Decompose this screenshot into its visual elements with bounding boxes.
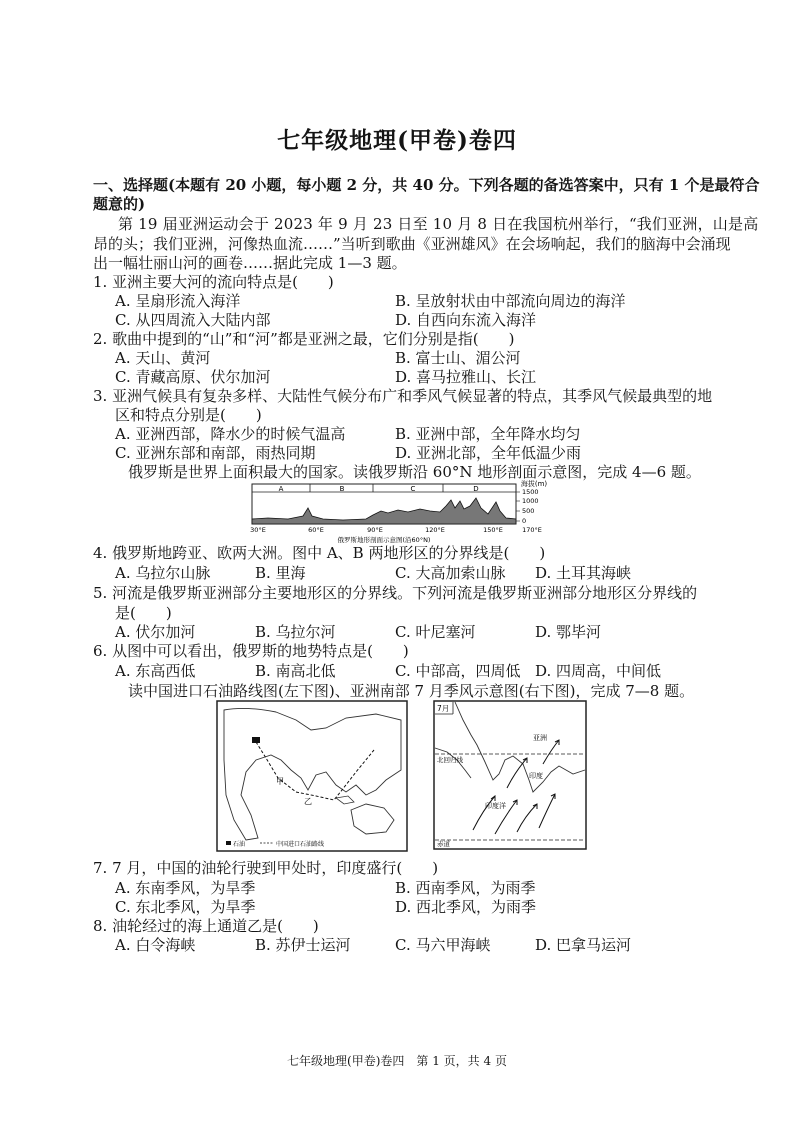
question-6-stem: 6. 从图中可以看出，俄罗斯的地势特点是( ): [93, 642, 409, 660]
section-header-cont: 题意的): [93, 195, 146, 213]
question-6-option-a: A. 东高西低: [115, 662, 196, 680]
question-3-stem-cont: 区和特点分别是( ): [115, 406, 262, 424]
question-7-option-b: B. 西南季风，为雨季: [395, 879, 536, 897]
question-6-option-b: B. 南高北低: [255, 662, 336, 680]
question-5-stem: 5. 河流是俄罗斯亚洲部分主要地形区的分界线。下列河流是俄罗斯亚洲部分地形区分界线的: [93, 584, 698, 602]
region-d-label: D: [473, 485, 479, 493]
profile-caption: 俄罗斯地形剖面示意图(沿60°N): [337, 536, 431, 544]
question-8-option-c: C. 马六甲海峡: [395, 936, 491, 954]
question-1-option-d: D. 自西向东流入海洋: [395, 311, 537, 329]
question-1-stem: 1. 亚洲主要大河的流向特点是( ): [93, 273, 334, 291]
monsoon-map: [433, 700, 587, 850]
question-6-option-d: D. 四周高，中间低: [535, 662, 662, 680]
section-header: 一、选择题(本题有 20 小题，每小题 2 分，共 40 分。下列各题的备选答案中，只有 1 个是最符合: [93, 176, 760, 194]
question-4-option-b: B. 里海: [255, 564, 306, 582]
oil-route-map: [216, 700, 408, 852]
region-a-label: A: [278, 485, 284, 493]
question-7-stem: 7. 7 月，中国的油轮行驶到甲处时，印度盛行( ): [93, 859, 439, 877]
question-8-option-b: B. 苏伊士运河: [255, 936, 351, 954]
question-3-option-d: D. 亚洲北部，全年低温少雨: [395, 444, 582, 462]
question-8-option-a: A. 白令海峡: [115, 936, 196, 954]
question-2-option-a: A. 天山、黄河: [115, 349, 211, 367]
russia-profile-figure: [248, 478, 560, 546]
x-tick-120e: 120°E: [425, 526, 445, 534]
label-asia: 亚洲: [533, 734, 547, 742]
x-tick-90e: 90°E: [367, 526, 383, 534]
question-1-option-c: C. 从四周流入大陆内部: [115, 311, 271, 329]
question-1-option-a: A. 呈扇形流入海洋: [115, 292, 241, 310]
passage-2: 俄罗斯是世界上面积最大的国家。读俄罗斯沿 60°N 地形剖面示意图，完成 4—6 题。: [128, 463, 701, 481]
question-6-option-c: C. 中部高，四周低: [395, 662, 521, 680]
question-3-option-a: A. 亚洲西部，降水少的时候气温高: [115, 425, 346, 443]
question-5-option-b: B. 乌拉尔河: [255, 623, 336, 641]
passage-1-line-1: 第 19 届亚洲运动会于 2023 年 9 月 23 日至 10 月 8 日在我国杭州举行，“我们亚洲，山是高: [118, 215, 759, 233]
question-5-stem-cont: 是( ): [115, 604, 172, 622]
question-2-option-b: B. 富士山、湄公河: [395, 349, 521, 367]
y-tick-1500: 1500: [522, 488, 539, 496]
question-5-option-a: A. 伏尔加河: [115, 623, 196, 641]
question-7-option-a: A. 东南季风，为旱季: [115, 879, 256, 897]
question-2-option-d: D. 喜马拉雅山、长江: [395, 368, 537, 386]
question-5-option-c: C. 叶尼塞河: [395, 623, 476, 641]
question-8-stem: 8. 油轮经过的海上通道乙是( ): [93, 917, 319, 935]
page-title: 七年级地理(甲卷)卷四: [277, 127, 517, 154]
x-tick-30e: 30°E: [250, 526, 266, 534]
question-3-option-b: B. 亚洲中部，全年降水均匀: [395, 425, 581, 443]
x-tick-170e: 170°E: [522, 526, 542, 534]
legend-oil: 石油: [233, 841, 246, 848]
region-b-label: B: [339, 485, 345, 493]
label-indian-ocean: 印度洋: [485, 802, 506, 810]
question-3-stem: 3. 亚洲气候具有复杂多样、大陆性气候分布广和季风气候显著的特点，其季风气候最典型的地: [93, 387, 713, 405]
question-7-option-d: D. 西北季风，为雨季: [395, 898, 537, 916]
question-1-option-b: B. 呈放射状由中部流向周边的海洋: [395, 292, 626, 310]
x-tick-150e: 150°E: [483, 526, 503, 534]
question-2-stem: 2. 歌曲中提到的“山”和“河”都是亚洲之最，它们分别是指( ): [93, 330, 515, 348]
question-2-option-c: C. 青藏高原、伏尔加河: [115, 368, 271, 386]
passage-1-line-3: 出一幅壮丽山河的画卷……据此完成 1—3 题。: [93, 254, 407, 272]
question-5-option-d: D. 鄂毕河: [535, 623, 602, 641]
y-tick-500: 500: [522, 507, 535, 515]
month-label: 7月: [437, 704, 450, 713]
question-4-stem: 4. 俄罗斯地跨亚、欧两大洲。图中 A、B 两地形区的分界线是( ): [93, 544, 546, 562]
label-tropic: 北回归线: [437, 756, 463, 764]
y-axis-title: 海拔(m): [520, 480, 548, 488]
question-8-option-d: D. 巴拿马运河: [535, 936, 632, 954]
label-equator: 赤道: [437, 840, 450, 848]
question-4-option-d: D. 土耳其海峡: [535, 564, 632, 582]
passage-3: 读中国进口石油路线图(左下图)、亚洲南部 7 月季风示意图(右下图)，完成 7—8 题。: [128, 682, 695, 700]
label-yi: 乙: [304, 797, 312, 806]
passage-1-line-2: 昂的头；我们亚洲，河像热血流……”当听到歌曲《亚洲雄风》在会场响起，我们的脑海中会涌现: [93, 235, 731, 253]
question-3-option-c: C. 亚洲东部和南部，雨热同期: [115, 444, 316, 462]
label-jia: 甲: [276, 777, 284, 786]
region-c-label: C: [410, 485, 416, 493]
page-footer: 七年级地理(甲卷)卷四 第 1 页，共 4 页: [287, 1054, 507, 1068]
x-tick-60e: 60°E: [308, 526, 324, 534]
label-india: 印度: [529, 772, 543, 780]
question-4-option-a: A. 乌拉尔山脉: [115, 564, 211, 582]
legend-route: 中国进口石油路线: [276, 841, 325, 848]
question-7-option-c: C. 东北季风，为旱季: [115, 898, 256, 916]
question-4-option-c: C. 大高加索山脉: [395, 564, 506, 582]
y-tick-1000: 1000: [522, 497, 539, 505]
y-tick-0: 0: [522, 517, 527, 525]
